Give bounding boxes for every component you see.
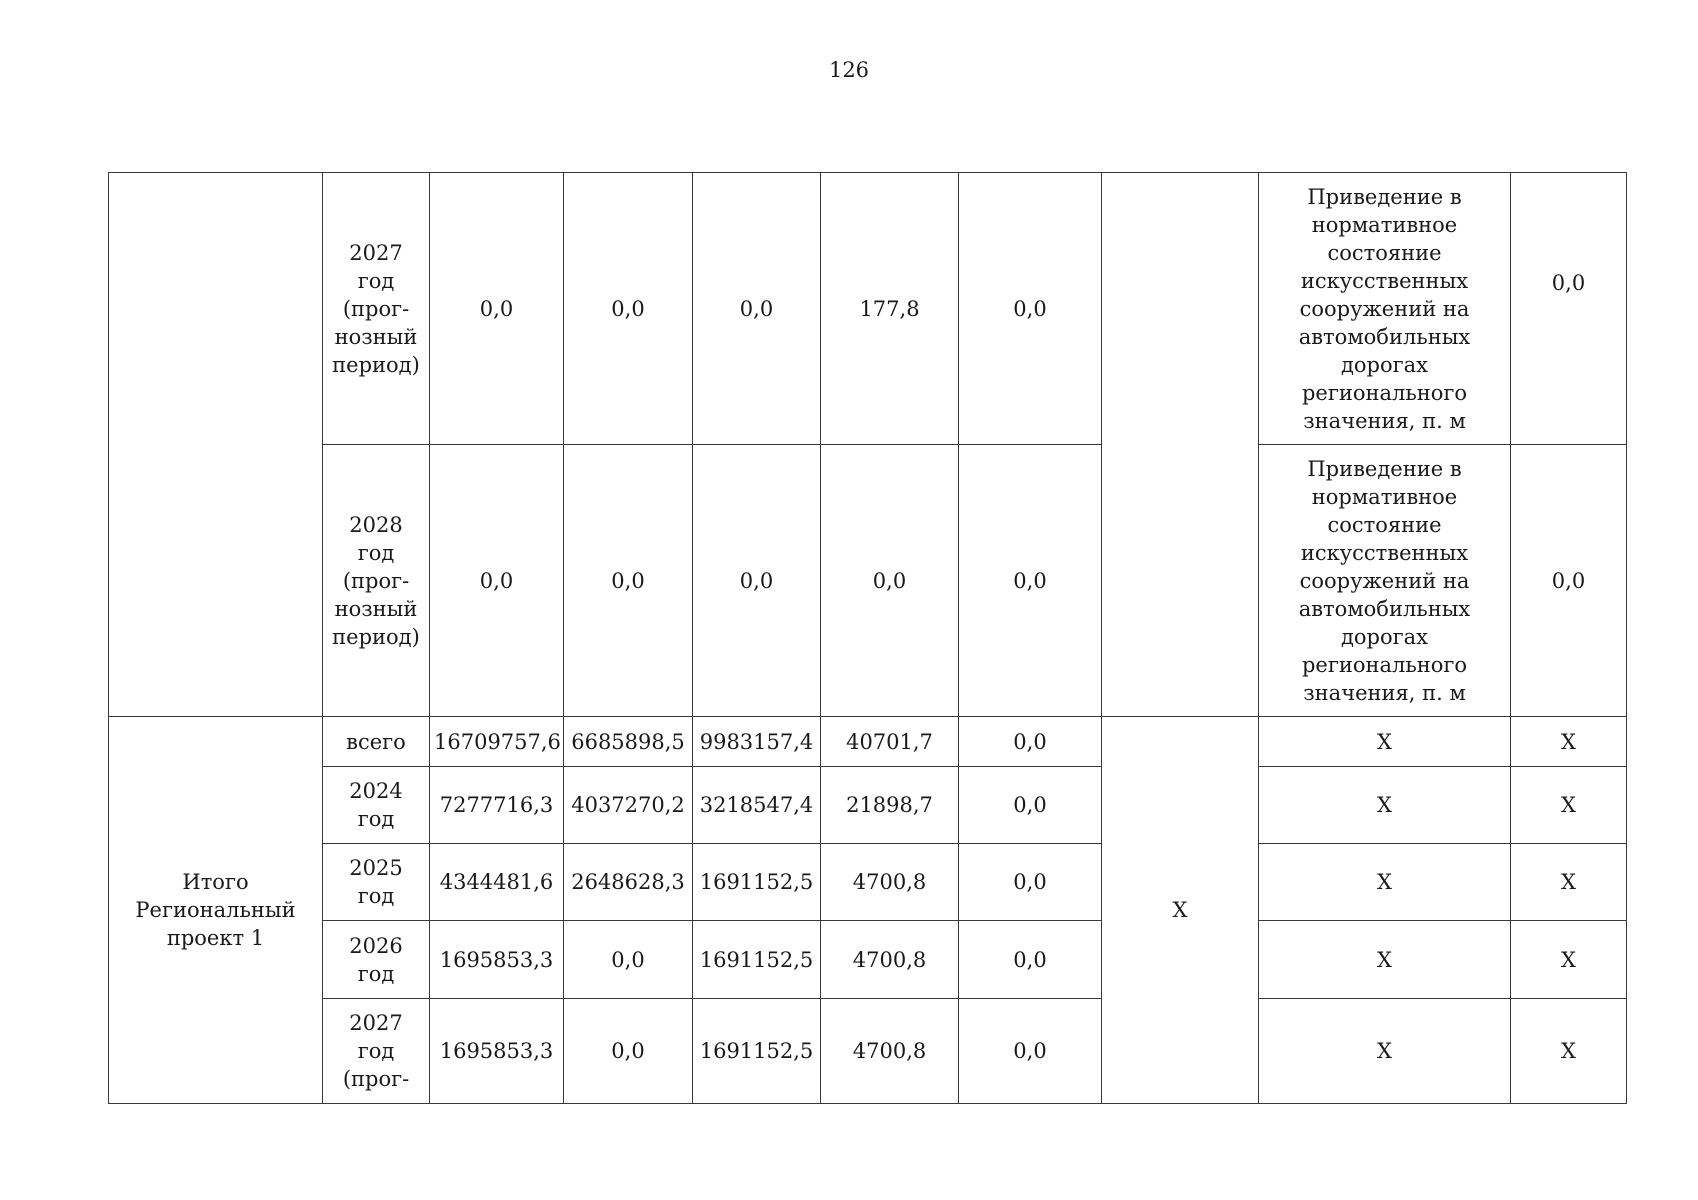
merged-x-cell: X [1102,717,1259,1104]
value-cell: 21898,7 [821,767,959,844]
value-cell: 0,0 [959,999,1102,1104]
value-cell: 16709757,6 [430,717,564,767]
value-cell: 40701,7 [821,717,959,767]
value-cell: 7277716,3 [430,767,564,844]
target-value-cell: 0,0 [1511,173,1627,445]
value-cell: 4700,8 [821,844,959,921]
value-cell: 0,0 [959,921,1102,999]
table-row [109,767,1627,844]
table-row [109,844,1627,921]
value-cell: 9983157,4 [693,717,821,767]
empty-merged-cell [1102,173,1259,717]
indicator-x-cell: X [1259,844,1511,921]
indicator-text: Приведение в нормативное состояние искусственных сооружений на автомобильных дорогах регионального значения, п. м [1259,445,1511,717]
value-cell: 0,0 [959,717,1102,767]
value-cell: 0,0 [693,445,821,717]
value-cell: 1691152,5 [693,921,821,999]
value-cell: 3218547,4 [693,767,821,844]
table-row [109,173,1627,445]
value-cell: 1691152,5 [693,999,821,1104]
year-cell: всего [323,717,430,767]
value-cell: 1691152,5 [693,844,821,921]
indicator-x-cell: X [1259,921,1511,999]
value-cell: 0,0 [430,173,564,445]
budget-table [108,172,1627,1104]
value-cell: 0,0 [821,445,959,717]
value-cell: 0,0 [564,999,693,1104]
empty-label-cell [109,173,323,717]
year-cell: 2024 год [323,767,430,844]
target-x-cell: X [1511,717,1627,767]
value-cell: 1695853,3 [430,921,564,999]
value-cell: 0,0 [430,445,564,717]
year-cell: 2026 год [323,921,430,999]
target-x-cell: X [1511,767,1627,844]
value-cell: 4037270,2 [564,767,693,844]
target-x-cell: X [1511,844,1627,921]
target-x-cell: X [1511,999,1627,1104]
year-cell: 2025 год [323,844,430,921]
value-cell: 0,0 [564,445,693,717]
year-cell: 2027 год (прог- [323,999,430,1104]
value-cell: 2648628,3 [564,844,693,921]
year-cell: 2028 год (прог- нозный период) [323,445,430,717]
year-cell: 2027 год (прог- нозный период) [323,173,430,445]
value-cell: 4344481,6 [430,844,564,921]
target-x-cell: X [1511,921,1627,999]
value-cell: 0,0 [959,767,1102,844]
table-row [109,921,1627,999]
value-cell: 4700,8 [821,921,959,999]
table-row [109,717,1627,767]
value-cell: 0,0 [959,844,1102,921]
total-label-cell: Итого Региональный проект 1 [109,717,323,1104]
table-row [109,999,1627,1104]
value-cell: 6685898,5 [564,717,693,767]
table-row [109,445,1627,717]
value-cell: 0,0 [959,173,1102,445]
indicator-x-cell: X [1259,999,1511,1104]
value-cell: 0,0 [959,445,1102,717]
value-cell: 0,0 [693,173,821,445]
target-value-cell: 0,0 [1511,445,1627,717]
value-cell: 1695853,3 [430,999,564,1104]
value-cell: 177,8 [821,173,959,445]
value-cell: 4700,8 [821,999,959,1104]
value-cell: 0,0 [564,173,693,445]
indicator-x-cell: X [1259,717,1511,767]
indicator-text: Приведение в нормативное состояние искусственных сооружений на автомобильных дорогах регионального значения, п. м [1259,173,1511,445]
value-cell: 0,0 [564,921,693,999]
indicator-x-cell: X [1259,767,1511,844]
page-number: 126 [828,58,870,82]
